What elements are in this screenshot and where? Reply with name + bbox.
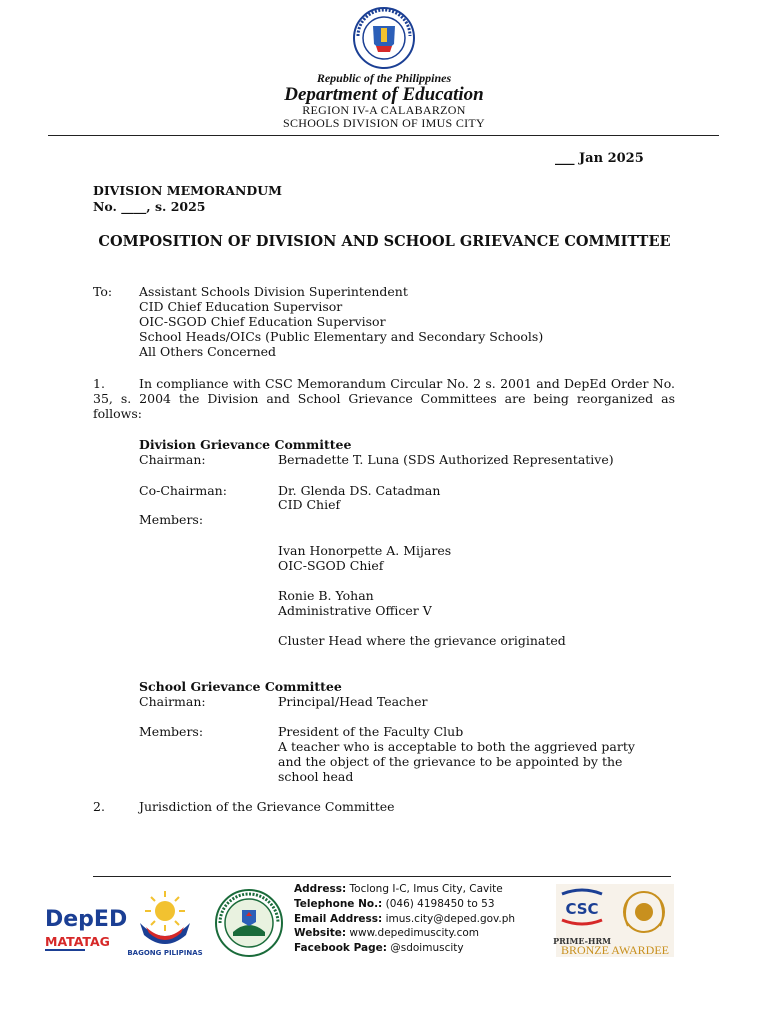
recipient-item: Assistant Schools Division Superintendent [139,284,408,299]
school-member-2-line: A teacher who is acceptable to both the aggrieved party [278,739,635,754]
recipient-list [139,284,543,359]
memo-number: No. ____, s. 2025 [93,199,206,214]
paragraph-1-text: In compliance with CSC Memorandum Circular No. 2 s. 2001 and DepEd Order No. 35, s. 2004 the Division and School Grievance Committees are being reorganized as follows: [93,376,675,421]
matatag-logo-text: MATATAG [45,934,110,949]
prime-hrm-text: PRIME-HRM [553,936,611,946]
recipient-item: OIC-SGOD Chief Education Supervisor [139,314,386,329]
paragraph-2-text: Jurisdiction of the Grievance Committee [139,799,395,814]
bronze-awardee-text: BRONZE AWARDEE [560,943,670,957]
division-committee-heading: Division Grievance Committee [139,437,352,452]
division-member-name: Cluster Head where the grievance originated [278,633,566,648]
telephone-label: Telephone No.: [294,897,383,910]
header-divider [48,135,719,136]
division-cochairman-title: CID Chief [278,497,341,512]
deped-seal-logo [348,6,420,70]
facebook-label: Facebook Page: [294,942,387,955]
division-cochairman-label: Co-Chairman: [139,483,227,498]
division-member-title: OIC-SGOD Chief [278,558,384,573]
division-members-label: Members: [139,512,204,527]
email-label: Email Address: [294,912,383,925]
csc-logo-text: CSC [565,900,599,918]
school-member-2-line: school head [278,769,354,784]
csc-prime-hrm-award-logo [553,884,674,957]
website-link[interactable]: www.depedimuscity.com [349,927,479,940]
recipient-item: CID Chief Education Supervisor [139,299,343,314]
contact-block [294,882,515,956]
recipient-item: School Heads/OICs (Public Elementary and Secondary Schools) [139,329,544,344]
to-label: To: [93,284,113,299]
website-label: Website: [294,927,347,940]
paragraph-1-number: 1. [93,376,105,391]
deped-logo-text: DepED [45,907,128,932]
school-members-label: Members: [139,724,204,739]
telephone-value: (046) 4198450 to 53 [385,897,495,910]
school-member-2-line: and the object of the grievance to be appointed by the [278,754,623,769]
division-heading: SCHOOLS DIVISION OF IMUS CITY [282,116,486,130]
bagong-pilipinas-text: BAGONG PILIPINAS [127,949,203,957]
division-member-name: Ivan Honorpette A. Mijares [278,543,452,558]
footer-divider [93,876,671,877]
school-chairman-label: Chairman: [139,694,206,709]
facebook-link[interactable]: @sdoimuscity [390,942,464,955]
bagong-pilipinas-logo [126,887,204,957]
division-chairman-value: Bernadette T. Luna (SDS Authorized Representative) [278,452,614,467]
region-heading: REGION IV-A CALABARZON [302,103,466,117]
division-member-name: Ronie B. Yohan [278,588,374,603]
recipient-item: All Others Concerned [139,344,277,359]
address-label: Address: [294,883,347,895]
paragraph-2-number: 2. [93,799,105,814]
memo-title: DIVISION MEMORANDUM [93,183,282,198]
memo-subject: COMPOSITION OF DIVISION AND SCHOOL GRIEVANCE COMMITTEE [98,233,671,250]
division-seal-logo [212,888,286,958]
department-heading: Department of Education [284,84,484,105]
division-chairman-label: Chairman: [139,452,206,467]
email-link[interactable]: imus.city@deped.gov.ph [385,912,516,925]
school-member-1: President of the Faculty Club [278,724,464,739]
division-member-title: Administrative Officer V [278,603,432,618]
memo-date: ___ Jan 2025 [555,151,644,166]
division-cochairman-name: Dr. Glenda DS. Catadman [278,483,441,498]
address-value: Toclong I-C, Imus City, Cavite [349,883,503,895]
school-committee-heading: School Grievance Committee [139,679,342,694]
school-chairman-value: Principal/Head Teacher [278,694,428,709]
deped-matatag-logo [44,896,128,956]
republic-heading: Republic of the Philippines [316,71,452,85]
